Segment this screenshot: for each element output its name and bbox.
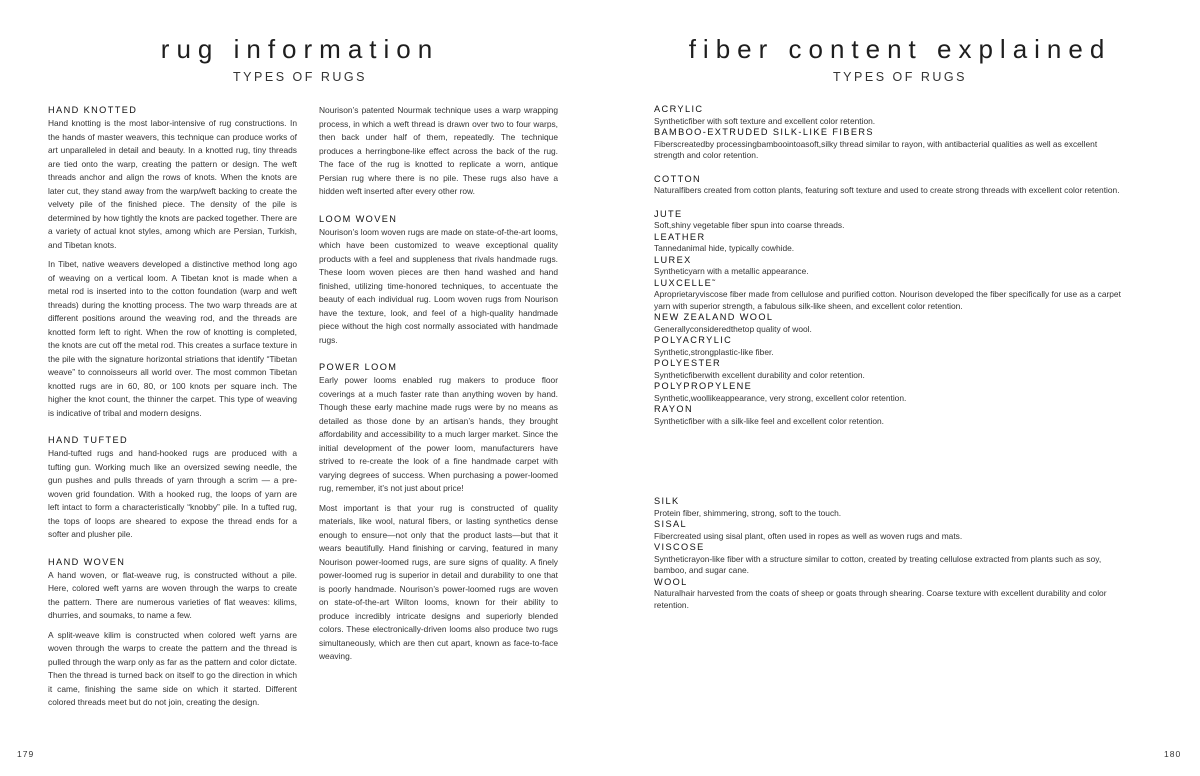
fiber-description: Tannedanimal hide, typically cowhide. (654, 243, 795, 253)
fiber-name: VISCOSE (654, 542, 705, 552)
fiber-name: SISAL (654, 519, 688, 529)
section-heading: LOOM WOVEN (319, 213, 398, 224)
section-paragraph: A hand woven, or flat-weave rug, is constructed without a pile. Here, colored weft yarns are woven through the warps to create the pattern. There are numerous varieties of flat weaves: kilims, dhurries, and soumaks, to name a few. (48, 569, 297, 620)
fiber-entry (654, 542, 1129, 577)
rug-info-column-2 (319, 104, 558, 678)
section-heading: HAND WOVEN (48, 556, 126, 567)
fiber-entry (654, 335, 1129, 358)
fiber-description: Soft,shiny vegetable fiber spun into coarse threads. (654, 220, 845, 230)
right-page-title: fiber content explained (688, 34, 1112, 64)
fiber-name: RAYON (654, 404, 693, 414)
fiber-entry (654, 278, 1129, 313)
fiber-description: Syntheticfiberwith excellent durability and color retention. (654, 369, 865, 380)
fiber-entry (654, 255, 1129, 278)
rug-info-column-1 (48, 104, 297, 724)
right-page-number: 180 (1164, 749, 1182, 759)
fiber-entry (654, 127, 1129, 162)
spacer (654, 197, 1129, 209)
fiber-name: POLYESTER (654, 358, 722, 368)
fiber-entry (654, 312, 1129, 335)
fiber-description: Syntheticfiber with a silk-like feel and excellent color retention. (654, 415, 884, 426)
fiber-description: Fibercreated using sisal plant, often used in ropes as well as woven rugs and mats. (654, 530, 963, 541)
fiber-description: Protein fiber, shimmering, strong, soft to the touch. (654, 507, 842, 518)
fiber-description: Syntheticfiber with soft texture and excellent color retention. (654, 115, 876, 126)
left-page-title: rug information (160, 34, 440, 64)
section-paragraph: Most important is that your rug is constructed of quality materials, like wool, natural fibers, or lasting synthetics dense enough to ensure—not only that the product lasts—but that it wears beautifully. Hand finishing or carving, featured in many Nourison power-loomed rugs, are sure signs of quality. A finely power-loomed rug is superior in detail and durability to one that is poorly handmade. Nourison’s power-loomed rugs are woven on state-of-the-art Wilton looms, known for their ability to produce incredibly intricate designs and superiorly blended colors. These electronically-driven looms also produce two rugs simultaneously, which are then cut apart, known as face-to-face weaving. (319, 502, 558, 661)
rug-type-section (48, 104, 297, 420)
rug-type-section (319, 361, 558, 664)
fiber-name: NEW ZEALAND WOOL (654, 312, 774, 322)
fiber-entry (654, 174, 1129, 197)
fiber-entry (654, 381, 1129, 404)
fiber-name: WOOL (654, 576, 688, 587)
left-page-subtitle: TYPES OF RUGS (233, 70, 367, 84)
fiber-entry (654, 358, 1129, 381)
fiber-entry (654, 577, 1129, 612)
fiber-description: Synthetic,woollikeappearance, very strong, excellent color retention. (654, 392, 907, 403)
spacer (654, 162, 1129, 174)
section-heading: HAND TUFTED (48, 435, 129, 445)
fiber-entry (654, 519, 1129, 542)
section-paragraph: A split-weave kilim is constructed when colored weft yarns are woven through the warps to create the pattern and the thread is pulled through the warp only as far as the pattern and color dictate. Then the thread is turned back on itself to go the direction in which it came, finishing the same side on which it started. Different colored threads meet but do not join, creating the design. (48, 629, 297, 707)
fiber-name: LUXCELLE˜ (654, 277, 717, 288)
fiber-name: POLYACRYLIC (654, 335, 733, 345)
fiber-description: Naturalfibers created from cotton plants, featuring soft texture and used to create strong threads with excellent color retention. (654, 185, 1120, 195)
fiber-entry (654, 104, 1129, 127)
fiber-entry (654, 404, 1129, 427)
rug-type-section (319, 104, 558, 199)
fiber-name: LUREX (654, 254, 692, 265)
fiber-name: COTTON (654, 173, 702, 184)
fiber-name: BAMBOO-EXTRUDED SILK-LIKE FIBERS (654, 127, 874, 137)
fiber-entry (654, 209, 1129, 232)
fiber-entry (654, 496, 1129, 519)
section-heading: POWER LOOM (319, 362, 398, 372)
rug-type-section (319, 213, 558, 348)
fiber-description: Fiberscreatedby processingbambooіntoasoft,silky thread similar to rayon, with antibacterial qualities as well as excellent strength and color retention. (654, 138, 1098, 160)
fiber-description: Aproprietaryviscose fiber made from cellulose and purified cotton. Nourison developed the fiber specifically for use as a carpet yarn with superior strength, a fabulous silk-like sheen, and excellent color retention. (654, 289, 1121, 311)
rug-type-section (48, 434, 297, 542)
fiber-description: Synthetic,strongplastic-like fiber. (654, 346, 774, 357)
fiber-description: Generallyconsideredthetop quality of wool. (654, 323, 812, 334)
right-page-subtitle: TYPES OF RUGS (833, 70, 967, 84)
fiber-name: ACRYLIC (654, 104, 704, 114)
fiber-description: Syntheticyarn with a metallic appearance. (654, 266, 809, 276)
section-paragraph: Hand-tufted rugs and hand-hooked rugs are produced with a tufting gun. Working much like an oversized sewing needle, the gun pushes and pulls threads of yarn through a scrim — a pre-woven grid foundation. With a hooked rug, the loops of yarn are left intact to form a characteristically “knobby” pile. In a tufted rug, the tops of loops are sheared to expose the thread ends for a softer and plusher pile. (48, 448, 297, 539)
fiber-list (654, 104, 1129, 611)
section-paragraph: Nourison’s patented Nourmak technique uses a warp wrapping process, in which a weft thread is drawn over two to four warps, then back under half of them, repeatedly. The technique produces a herringbone-like effect across the back of the rug. The face of the rug is knotted to replicate a worn, antique Persian rug where there is no pile. These rugs also have a hidden weft inserted after every other row. (319, 105, 558, 196)
section-heading: HAND KNOTTED (48, 105, 138, 115)
left-page-number: 179 (17, 749, 35, 759)
fiber-name: POLYPROPYLENE (654, 381, 753, 391)
section-paragraph: In Tibet, native weavers developed a distinctive method long ago of weaving on a vertical loom. A Tibetan knot is made when a metal rod is inserted into to the cotton foundation (warp and weft threads) during the knotting process. The two warp threads are at different positions around the weaving rod, and the threads are knotted form left to right. When the row of knotting is completed, the knots are cut off the metal rod. This creates a surface texture in the pile with the signature horizontal striations that identify “Tibetan weave” to connoisseurs all world over. The most common Tibetan knotted rugs are in 60, 80, or 100 knots per square inch. The higher the knot count, the thinner the carpet. This type of weaving is indicative of tribal and modern designs. (48, 259, 297, 418)
section-paragraph: Early power looms enabled rug makers to produce floor coverings at a much faster rate than anything woven by hand. Though these early machine made rugs were by no means as detailed as those done by an artisan’s hands, they brought affordability and accessibility to a much larger market. Since the initial development of the power loom, manufacturers have strived to re-create the look of a fine handmade carpet with varying degrees of success. When purchasing a power-loomed rug, remember, it’s not just about price! (319, 375, 558, 493)
section-paragraph: Nourison’s loom woven rugs are made on state-of-the-art looms, which have been customized to weave exceptional quality products with a feel and suppleness that rivals handmade rugs. These loom woven pieces are then hand washed and hand finished, utilizing time-honored techniques, to accentuate the beauty of each individual rug. Loom woven rugs from Nourison have the texture, look, and feel of a high-quality handmade piece without the high cost normally associated with handmade rugs. (319, 226, 558, 345)
fiber-entry (654, 232, 1129, 255)
fiber-name: LEATHER (654, 231, 706, 242)
fiber-name: JUTE (654, 208, 683, 219)
rug-type-section (48, 556, 297, 710)
fiber-name: SILK (654, 496, 680, 506)
fiber-description: Syntheticrayon-like fiber with a structure similar to cotton, created by treating cellulose extracted from plants such as soy, bamboo, and sugar cane. (654, 553, 1102, 575)
section-paragraph: Hand knotting is the most labor-intensive of rug constructions. In the hands of master weavers, this technique can produce works of art unparalleled in detail and beauty. In a knotted rug, tiny threads are tied onto the warp, creating the pattern or design. The weft threads anchor and align the rows of knots. When the knots are later cut, they stand away from the warp/weft backing to create the velvety pile of the finished piece. The density of the pile is determined by how tightly the knots are packed together. There are a variety of actual knot styles, among which are Persian, Turkish, and Tibetan knots. (48, 118, 297, 250)
fiber-description: Naturalhair harvested from the coats of sheep or goats through shearing. Coarse texture with excellent durability and color retention. (654, 588, 1107, 610)
spacer (654, 427, 1129, 496)
